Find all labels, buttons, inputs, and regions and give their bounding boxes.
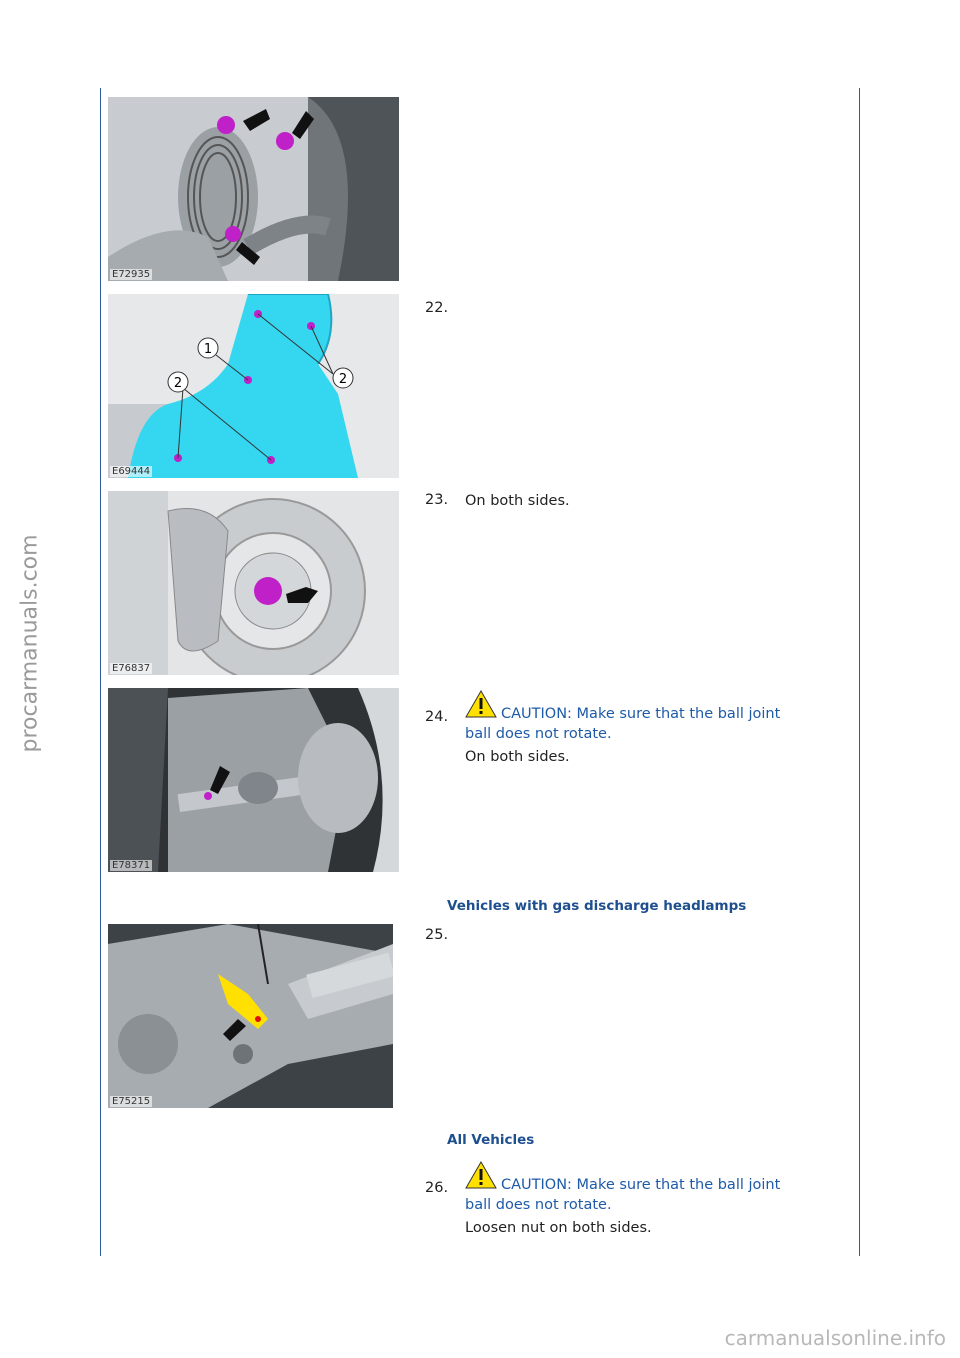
callout-1: 1 [203,342,213,357]
watermark-left: procarmanuals.com [17,534,43,753]
step-number: 22. [425,300,449,316]
figure-heat-shield[interactable] [108,294,399,478]
caution-line-2: ball does not rotate. [465,726,612,742]
callout-2: 2 [173,376,183,391]
caution-line-1: CAUTION: Make sure that the ball joint [501,706,781,722]
step-text: Loosen nut on both sides. [465,1220,652,1236]
caution-line-1: CAUTION: Make sure that the ball joint [501,1177,781,1193]
step-number: 24. [425,709,449,725]
left-margin-rule [100,88,101,1256]
caution-note [465,690,855,744]
figure-code: E75215 [112,1096,151,1107]
figure-power-steering-pump[interactable] [108,97,399,281]
figure-headlamp-level-sensor[interactable] [108,924,393,1108]
watermark-bottom: carmanualsonline.info [724,1326,946,1350]
figure-code: E72935 [112,269,151,280]
step-text: On both sides. [465,749,570,765]
figure-code: E69444 [112,466,151,477]
right-margin-rule [859,88,860,1256]
subheading-all-vehicles: All Vehicles [447,1132,535,1148]
caution-line-2: ball does not rotate. [465,1197,612,1213]
step-number: 23. [425,492,449,508]
step-number: 26. [425,1180,449,1196]
warning-icon [465,1161,497,1195]
subheading-gas-discharge: Vehicles with gas discharge headlamps [447,898,747,914]
figure-brake-disc-hub[interactable] [108,491,399,675]
figure-drive-shaft-ball-joint[interactable] [108,688,399,872]
callout-2: 2 [338,372,348,387]
step-number: 25. [425,927,449,943]
figure-code: E76837 [112,663,151,674]
figure-code: E78371 [112,860,151,871]
step-text: On both sides. [465,493,570,509]
caution-note [465,1161,855,1215]
warning-icon [465,690,497,724]
